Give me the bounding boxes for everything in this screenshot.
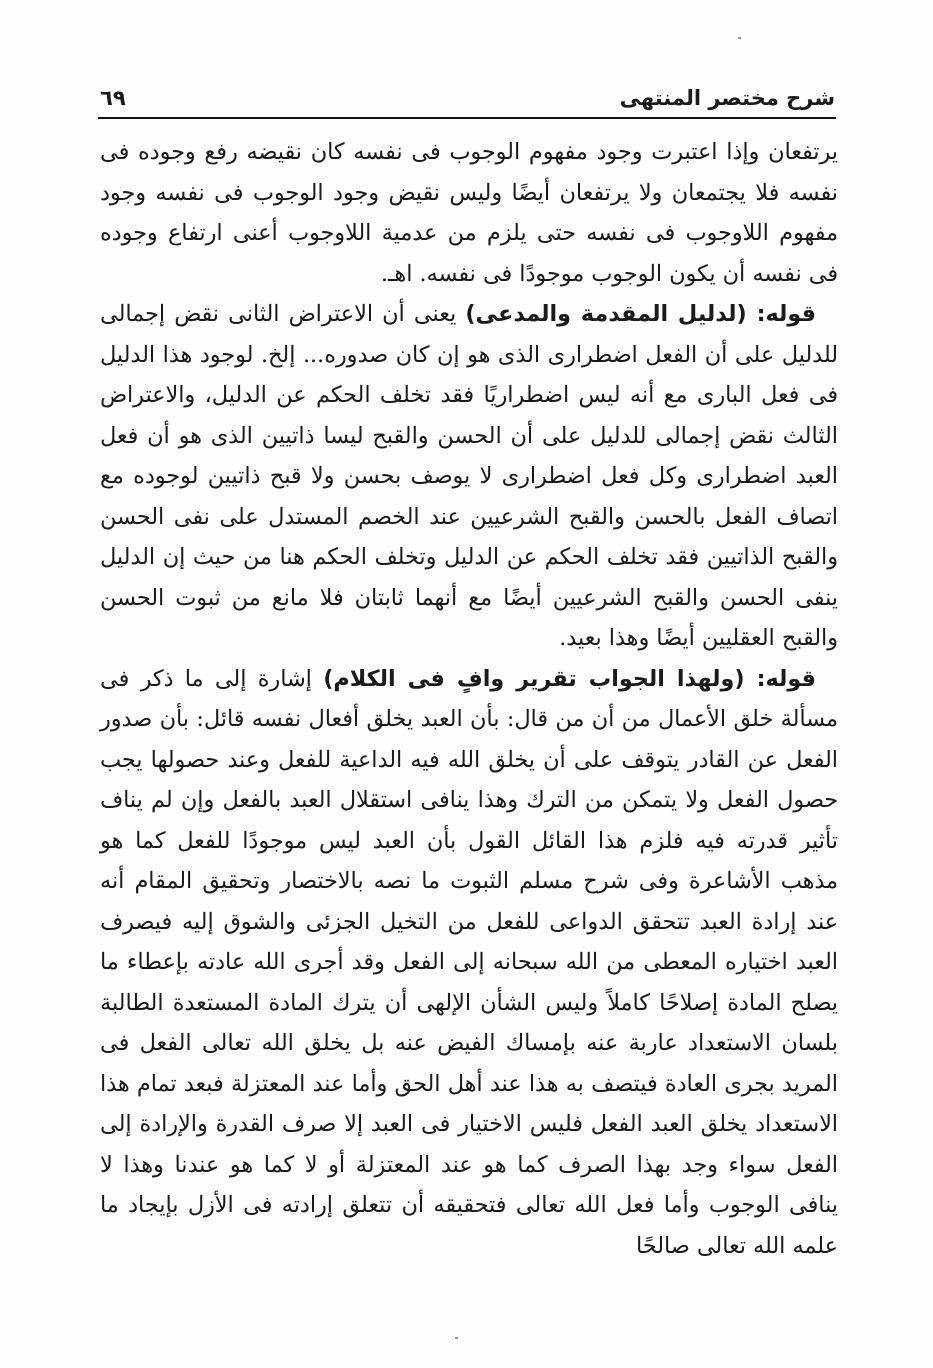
- page-number: ٦٩: [100, 86, 126, 110]
- paragraph-lemma: قوله: (لدليل المقدمة والمدعى): [465, 301, 816, 327]
- paragraph-lemma: قوله: (ولهذا الجواب تقرير وافٍ فى الكلام): [323, 665, 816, 692]
- scan-speck: [455, 1337, 458, 1339]
- paragraph-text: يرتفعان وإذا اعتبرت وجود مفهوم الوجوب فى نفسه كان نقيضه رفع وجوده فى نفسه فلا يجتمعان ولا يرتفعان أيضًا وليس نقيض وجود الوجوب فى نفسه وجود مفهوم اللاوجوب فى نفسه حتى يلزم من عدمية اللاوجوب أعنى ارتفاع وجوده فى نفسه أن يكون الوجوب موجودًا فى نفسه. اهـ.: [100, 139, 838, 287]
- running-title: شرح مختصر المنتهى: [619, 86, 835, 110]
- header-rule: [98, 117, 836, 119]
- paragraph-1: [100, 132, 838, 294]
- scan-speck: [738, 37, 741, 39]
- paragraph-text: يعنى أن الاعتراض الثانى نقض إجمالى للدليل على أن الفعل اضطرارى الذى هو إن كان صدوره... إلخ. لوجود هذا الدليل فى فعل البارى مع أنه ليس اضطراريًا فقد تخلف الحكم عن الدليل، والاعتراض الثالث نقض إجمالى للدليل على أن الحسن والقبح ليسا ذاتيين الذى هو أن فعل العبد اضطرارى وكل فعل اضطرارى لا يوصف بحسن ولا قبح ذاتيين لوجوده مع اتصاف الفعل بالحسن والقبح الشرعيين عند الخصم المستدل على نفى الحسن والقبح الذاتيين فقد تخلف الحكم عن الدليل وتخلف الحكم هنا من حيث إن الدليل ينفى الحسن والقبح الشرعيين أيضًا مع أنهما ثابتان فلا مانع من ثبوت الحسن والقبح العقليين أيضًا وهذا بعيد.: [100, 301, 838, 651]
- body-text: [100, 132, 838, 1266]
- page-header: [100, 76, 835, 110]
- paragraph-3: [100, 659, 838, 1267]
- paragraph-2: [100, 294, 838, 659]
- paragraph-text: إشارة إلى ما ذكر فى مسألة خلق الأعمال من أن من قال: بأن العبد يخلق أفعال نفسه قائل: بأن صدور الفعل عن القادر يتوقف على أن يخلق الله فيه الداعية للفعل وعند حصولها يجب حصول الفعل ولا يتمكن من الترك وهذا ينافى استقلال العبد بالفعل وإن لم يناف تأثير قدرته فيه فلزم هذا القائل القول بأن العبد ليس موجودًا للفعل كما هو مذهب الأشاعرة وفى شرح مسلم الثبوت ما نصه بالاختصار وتحقيق المقام أنه عند إرادة العبد تتحقق الدواعى للفعل من التخيل الجزئى والشوق إليه فيصرف العبد اختياره المعطى من الله سبحانه إلى الفعل وقد أجرى الله عادته بإعطاء ما يصلح المادة إصلاحًا كاملاً وليس الشأن الإلهى أن يترك المادة المستعدة الطالبة بلسان الاستعداد عاربة عنه بإمساك الفيض عنه بل يخلق الله تعالى الفعل فى المريد بجرى العادة فيتصف به هذا عند أهل الحق وأما عند المعتزلة فبعد تمام هذا الاستعداد يخلق العبد الفعل فليس الاختيار فى العبد إلا صرف القدرة والإرادة إلى الفعل سواء وجد بهذا الصرف كما هو عند المعتزلة أو لا كما هو عندنا وهذا لا ينافى الوجوب وأما فعل الله تعالى فتحقيقه أن تتعلق إرادته فى الأزل بإيجاد ما علمه الله تعالى صالحًا: [100, 665, 838, 1259]
